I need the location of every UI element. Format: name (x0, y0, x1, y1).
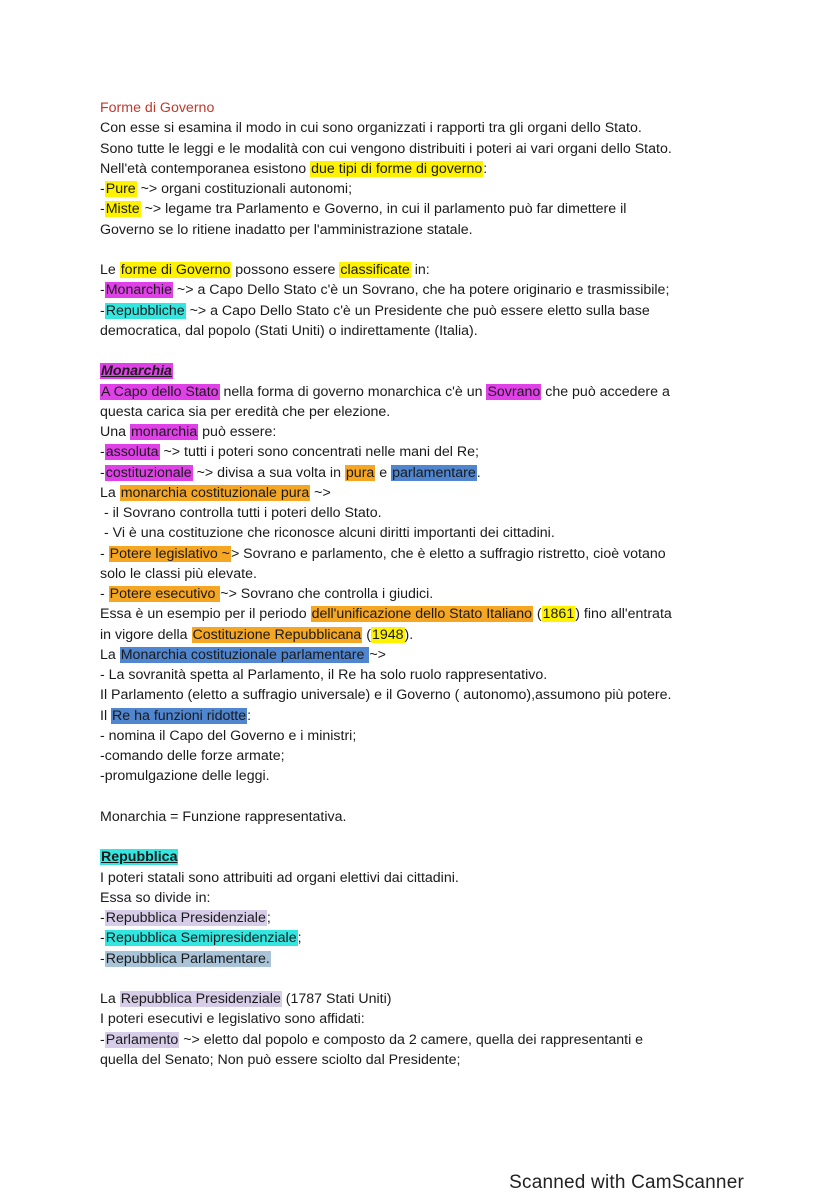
text-line: Una monarchia può essere: (100, 424, 277, 440)
highlight: Pure (105, 181, 136, 197)
text-line: -assoluta ~> tutti i poteri sono concentrati nelle mani del Re; (100, 444, 479, 461)
text-line: questa carica sia per eredità che per elezione. (100, 403, 391, 420)
text-line: Il Re ha funzioni ridotte: (100, 707, 252, 724)
highlight: forme di Governo (120, 262, 231, 278)
highlight: classificate (340, 262, 410, 278)
highlight: Potere legislativo ~ (109, 545, 230, 562)
text-line: in vigore della Costituzione Repubblicana (1948). (100, 626, 414, 643)
highlight: A Capo dello Stato (101, 383, 219, 400)
text-line: Governo se lo ritiene inadatto per l'amministrazione statale. (100, 221, 473, 238)
highlight: Miste (105, 201, 140, 218)
text-line: -comando delle forze armate; (100, 748, 285, 764)
text-line (100, 361, 800, 381)
text-line: -Repubblica Semipresidenziale; (100, 930, 302, 947)
highlight: Repubbliche (105, 302, 185, 319)
highlight: Costituzione Repubblicana (192, 626, 362, 643)
text-line: - Potere legislativo ~> Sovrano e parlamento, che è eletto a suffragio ristretto, cioè votano (100, 545, 666, 562)
text-line: I poteri statali sono attribuiti ad organi elettivi dai cittadini. (100, 869, 459, 886)
text-line: Le forme di Governo possono essere classificate in: (100, 262, 430, 278)
text-line: democratica, dal popolo (Stati Uniti) o indirettamente (Italia). (100, 322, 478, 339)
highlight: assoluta (105, 444, 159, 461)
section-title: Forme di Governo (100, 100, 215, 116)
text-line: -Repubbliche ~> a Capo Dello Stato c'è un Presidente che può essere eletto sulla base (100, 302, 650, 319)
highlight: Re ha funzioni ridotte (112, 707, 247, 724)
text-line: Il Parlamento (eletto a suffragio universale) e il Governo ( autonomo),assumono più potere. (100, 687, 672, 704)
text-line: La Monarchia costituzionale parlamentare ~> (100, 646, 386, 663)
text-line: Nell'età contemporanea esistono due tipi di forme di governo: (100, 160, 488, 177)
text-line: - nomina il Capo del Governo e i ministri; (100, 727, 357, 744)
text-line: - il Sovrano controlla tutti i poteri dello Stato. (100, 505, 382, 521)
text-line: La Repubblica Presidenziale (1787 Stati Uniti) (100, 991, 392, 1007)
text-line: -Repubblica Presidenziale; (100, 910, 271, 926)
text-line: Con esse si esamina il modo in cui sono organizzati i rapporti tra gli organi dello Stato. (100, 120, 642, 137)
text-line: - Vi è una costituzione che riconosce alcuni diritti importanti dei cittadini. (100, 525, 555, 542)
text-line: Sono tutte le leggi e le modalità con cui vengono distribuiti i poteri ai vari organi dello Stato. (100, 140, 672, 157)
text-line: -Pure ~> organi costituzionali autonomi; (100, 181, 353, 197)
text-line (100, 847, 800, 867)
highlight: costituzionale (105, 464, 192, 481)
text-line: I poteri esecutivi e legislativo sono affidati: (100, 1011, 365, 1028)
highlight: Sovrano (487, 383, 541, 400)
text-line: -costituzionale ~> divisa a sua volta in pura e parlamentare. (100, 464, 481, 481)
text-line: quella del Senato; Non può essere sciolto dal Presidente; (100, 1051, 461, 1068)
text-line: Essa è un esempio per il periodo dell'unificazione dello Stato Italiano (1861) fino all'entrata (100, 606, 672, 623)
text-line: - Potere esecutivo ~> Sovrano che controlla i giudici. (100, 586, 434, 602)
text-line: Monarchia = Funzione rappresentativa. (100, 808, 347, 825)
highlight: Repubblica Presidenziale (105, 910, 266, 926)
highlight: Parlamento (105, 1031, 179, 1048)
highlight: Monarchie (105, 282, 172, 299)
highlight: monarchia (130, 424, 198, 440)
text-line: -promulgazione delle leggi. (100, 768, 270, 785)
text-line: -Monarchie ~> a Capo Dello Stato c'è un Sovrano, che ha potere originario e trasmissibile; (100, 282, 670, 299)
highlight: Repubblica Semipresidenziale (105, 930, 297, 947)
highlight: dell'unificazione dello Stato Italiano (311, 606, 532, 623)
highlight: Potere esecutivo (109, 586, 220, 602)
text-line: -Parlamento ~> eletto dal popolo e composto da 2 camere, quella dei rappresentanti e (100, 1031, 644, 1048)
highlight: Repubblica Presidenziale (120, 991, 281, 1007)
document-page (100, 98, 800, 1070)
highlight: monarchia costituzionale pura (120, 484, 310, 501)
highlight: pura (345, 464, 375, 481)
text-line: -Repubblica Parlamentare. (100, 950, 270, 967)
text-line: -Miste ~> legame tra Parlamento e Governo, in cui il parlamento può far dimettere il (100, 201, 627, 218)
highlight: parlamentare (392, 464, 476, 481)
highlight: Monarchia costituzionale parlamentare (120, 646, 369, 663)
text-line: A Capo dello Stato nella forma di governo monarchica c'è un Sovrano che può accedere a (101, 383, 670, 400)
section-heading: Monarchia (101, 363, 172, 380)
text-line: - La sovranità spetta al Parlamento, il Re ha solo ruolo rappresentativo. (100, 667, 548, 683)
highlight: due tipi di forme di governo (311, 160, 483, 177)
text-line: solo le classi più elevate. (100, 565, 257, 582)
highlight: Repubblica Parlamentare. (105, 950, 270, 967)
text-line: Essa so divide in: (100, 889, 211, 906)
highlight: 1861 (542, 606, 575, 623)
scanner-watermark: Scanned with CamScanner (509, 1172, 744, 1193)
text-line: La monarchia costituzionale pura ~> (100, 484, 331, 501)
section-heading: Repubblica (101, 849, 178, 866)
highlight: 1948 (371, 626, 404, 643)
